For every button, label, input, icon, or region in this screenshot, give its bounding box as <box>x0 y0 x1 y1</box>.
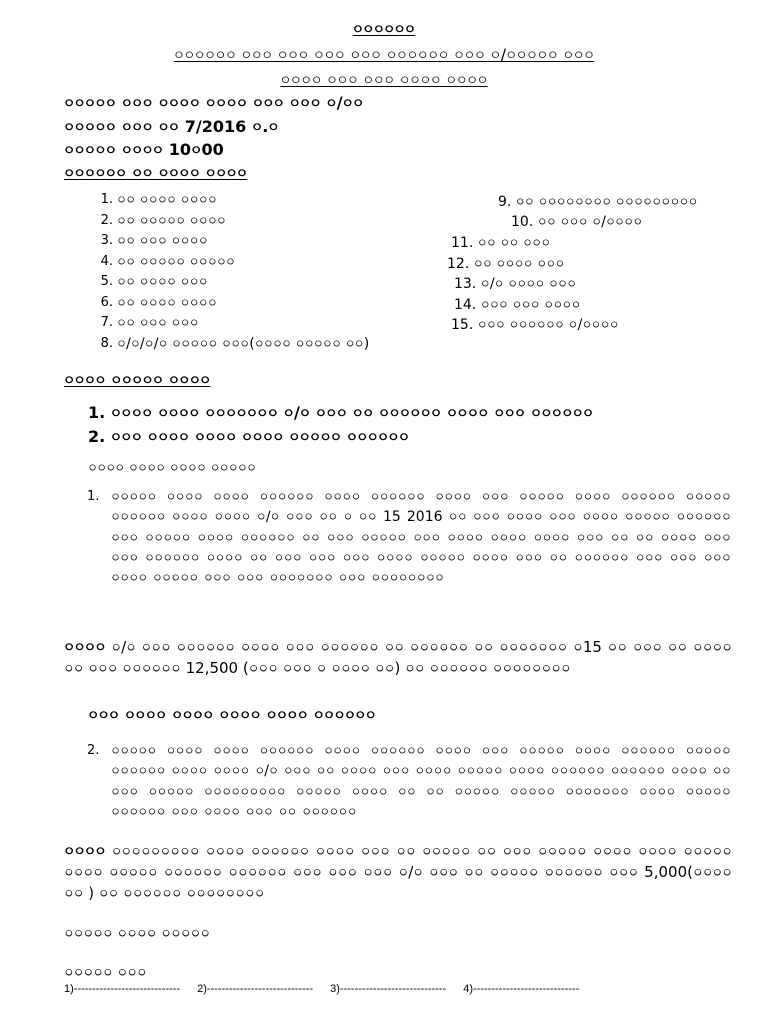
attendee-item-right: 10. ০০ ০০০ ০/০০০০ <box>511 214 643 230</box>
attendee-number: 3. <box>100 233 113 248</box>
attendee-number: 8. <box>100 335 113 351</box>
resolution-label: ০০০০ <box>64 841 106 860</box>
attendee-number: 2. <box>100 212 113 228</box>
resolution-text: ০০০০০০০০০ ০০০০ ০০০০০০ ০০০০ ০০০ ০০ ০০০০০ ০০ ০০০ ০০০০০ ০০০০ ০০০০ ০০০০০ ০০০০ ০০০০০ ০০০০০০ ০০০০০০ ০০০ ০০০ ০০০ ০/০ ০০০ ০০ ০০০০০ ০০০০০০ ০০০ 5,000(০০০০ ০০ ) ০০ ০০০০০০ ০০০০০০০০ <box>64 842 732 902</box>
attendee-list-left <box>100 190 370 354</box>
attendee-item <box>100 252 369 273</box>
attendee-item <box>100 190 369 211</box>
meeting-info-line-1: ০০০০০ ০০০ ০০০০ ০০০০ ০০০ ০০০ ০/০০ <box>64 93 364 112</box>
attendee-item-right: 13. ০/০ ০০০০ ০০০ <box>454 276 577 292</box>
discussion-label: ০০০০ ০০০০ ০০০০ ০০০০০ <box>88 460 257 476</box>
attendee-number: 4. <box>100 253 113 269</box>
attendee-name: ০০ ০০০০০ ০০০০০ <box>117 253 236 270</box>
attendee-item-right: 14. ০০০ ০০০ ০০০০ <box>454 297 581 313</box>
attendee-name: ০০ ০০০০ ০০০০ <box>117 294 217 311</box>
discussion-paragraph-2 <box>87 741 731 822</box>
attendee-item <box>100 231 369 252</box>
attendee-name: ০০ ০০০০০ ০০০০ <box>117 212 227 229</box>
page-subtitle-1: ০০০০০০ ০০০ ০০০ ০০০ ০০০ ০০০০০০ ০০০ ০/০০০০০ ০০০ <box>173 45 595 64</box>
attendee-item-right: 15. ০০০ ০০০০০০ ০/০০০০ <box>451 317 619 333</box>
attendees-heading: ০০০০০০ ০০ ০০০০ ০০০০ <box>64 163 248 182</box>
resolution-text: ০/০ ০০০ ০০০০০০ ০০০০ ০০০ ০০০০০০ ০০ ০০০০০০ ০০ ০০০০০০০ ০15 ০০ ০০০ ০০ ০০০০ ০০ ০০০ ০০০০০০ 12,500 (০০০ ০০০ ০ ০০০০ ০০) ০০ ০০০০০০ ০০০০০০০০ <box>64 638 732 677</box>
attendee-name: ০০ ০০০০ ০০০ <box>117 274 208 290</box>
signature-line-3: 3)----------------------------- <box>330 983 447 995</box>
meeting-time: ০০০০০ ০০০০ 10০00 <box>64 140 224 159</box>
signature-label: ০০০০০ ০০০ <box>64 963 147 981</box>
agenda-item-2: 2. ০০০ ০০০০ ০০০০ ০০০০ ০০০০০ ০০০০০০ <box>88 427 410 446</box>
agenda-2-heading: ০০০ ০০০০ ০০০০ ০০০০ ০০০০ ০০০০০০ <box>88 705 376 724</box>
discussion-paragraph-1 <box>87 487 731 588</box>
meeting-date: ০০০০০ ০০০ ০০ 7/2016 ০.০ <box>64 117 279 136</box>
paragraph-text: ০০০০০ ০০০০ ০০০০ ০০০০০০ ০০০০ ০০০০০০ ০০০০ ০০০ ০০০০০ ০০০০ ০০০০০০ ০০০০০ ০০০০০০ ০০০০ ০০০০ ০/০ ০০০ ০০ ০০০০ ০০০ ০০০০ ০০০০০ ০০০০ ০০০০০০ ০০০০০০ ০০০০ ০০ ০০০ ০০০০০ ০০০০০০০০০ ০০০০০ ০০০০ ০০ ০০ ০০০০০ ০০০০০ ০০০০০০০ ০০০০ ০০০০০ ০০০০০০ ০০০ ০০০০ ০০০ ০০ ০০০০০০ <box>111 743 731 820</box>
attendee-number: 1. <box>100 192 113 207</box>
resolution-paragraph-2 <box>64 840 732 904</box>
attendee-item-right: 9. ০০ ০০০০০০০০ ০০০০০০০০০ <box>498 194 698 210</box>
paragraph-number: 1. <box>87 489 100 504</box>
attendee-number: 5. <box>100 274 113 289</box>
signature-lines <box>64 983 593 995</box>
attendee-name: ০/০/০/০ ০০০০০ ০০০(০০০০ ০০০০০ ০০) <box>117 335 370 352</box>
attendee-number: 6. <box>100 294 113 310</box>
resolution-paragraph-1 <box>64 636 732 679</box>
signature-line-1: 1)----------------------------- <box>64 983 181 995</box>
attendee-name: ০০ ০০০০ ০০০০ <box>117 192 217 208</box>
attendee-item <box>100 211 369 232</box>
agenda-heading: ০০০০ ০০০০০ ০০০০ <box>64 370 211 389</box>
attendee-item-right: 12. ০০ ০০০০ ০০০ <box>447 256 565 272</box>
signature-line-4: 4)----------------------------- <box>463 983 580 995</box>
attendee-item <box>100 313 369 334</box>
page-subtitle-2: ০০০০ ০০০ ০০০ ০০০০ ০০০০ <box>280 70 488 89</box>
signature-line-2: 2)----------------------------- <box>197 983 314 995</box>
closing-line: ০০০০০ ০০০০ ০০০০০ <box>64 924 211 942</box>
resolution-label: ০০০০ <box>64 637 106 656</box>
page-title: ০০০০০০ <box>352 19 416 38</box>
agenda-item-1: 1. ০০০০ ০০০০ ০০০০০০০ ০/০ ০০০ ০০ ০০০০০০ ০০০০ ০০০ ০০০০০০ <box>88 403 594 422</box>
paragraph-number: 2. <box>87 743 100 758</box>
paragraph-text: ০০০০০ ০০০০ ০০০০ ০০০০০০ ০০০০ ০০০০০০ ০০০০ ০০০ ০০০০০ ০০০০ ০০০০০০ ০০০০০ ০০০০০০ ০০০০ ০০০০ ০/০ ০০০ ০০ ০ ০০ 15 2016 ০০ ০০০ ০০০০ ০০০ ০০০০ ০০০০০ ০০০০০০ ০০০ ০০০০০ ০০০০ ০০০০০০ ০০ ০০০ ০০০০০ ০০০ ০০০০ ০০০০ ০০০০ ০০০ ০০ ০০ ০০০০ ০০০ ০০০ ০০০০০০ ০০০০ ০০ ০০০ ০০০ ০০০ ০০০০ ০০০০০ ০০০০ ০০০ ০০ ০০০০০০ ০০০ ০০০ ০০০ ০০০০ ০০০০০ ০০০ ০০০ ০০০০০০০ ০০০ ০০০০০০০০ <box>111 489 731 587</box>
attendee-item-right: 11. ০০ ০০ ০০০ <box>451 235 551 251</box>
attendee-item <box>100 293 369 314</box>
attendee-name: ০০ ০০০ ০০০০ <box>117 233 208 249</box>
attendee-number: 7. <box>100 315 113 330</box>
attendee-name: ০০ ০০০ ০০০ <box>117 315 199 331</box>
attendee-item <box>100 334 370 355</box>
attendee-item <box>100 272 369 293</box>
